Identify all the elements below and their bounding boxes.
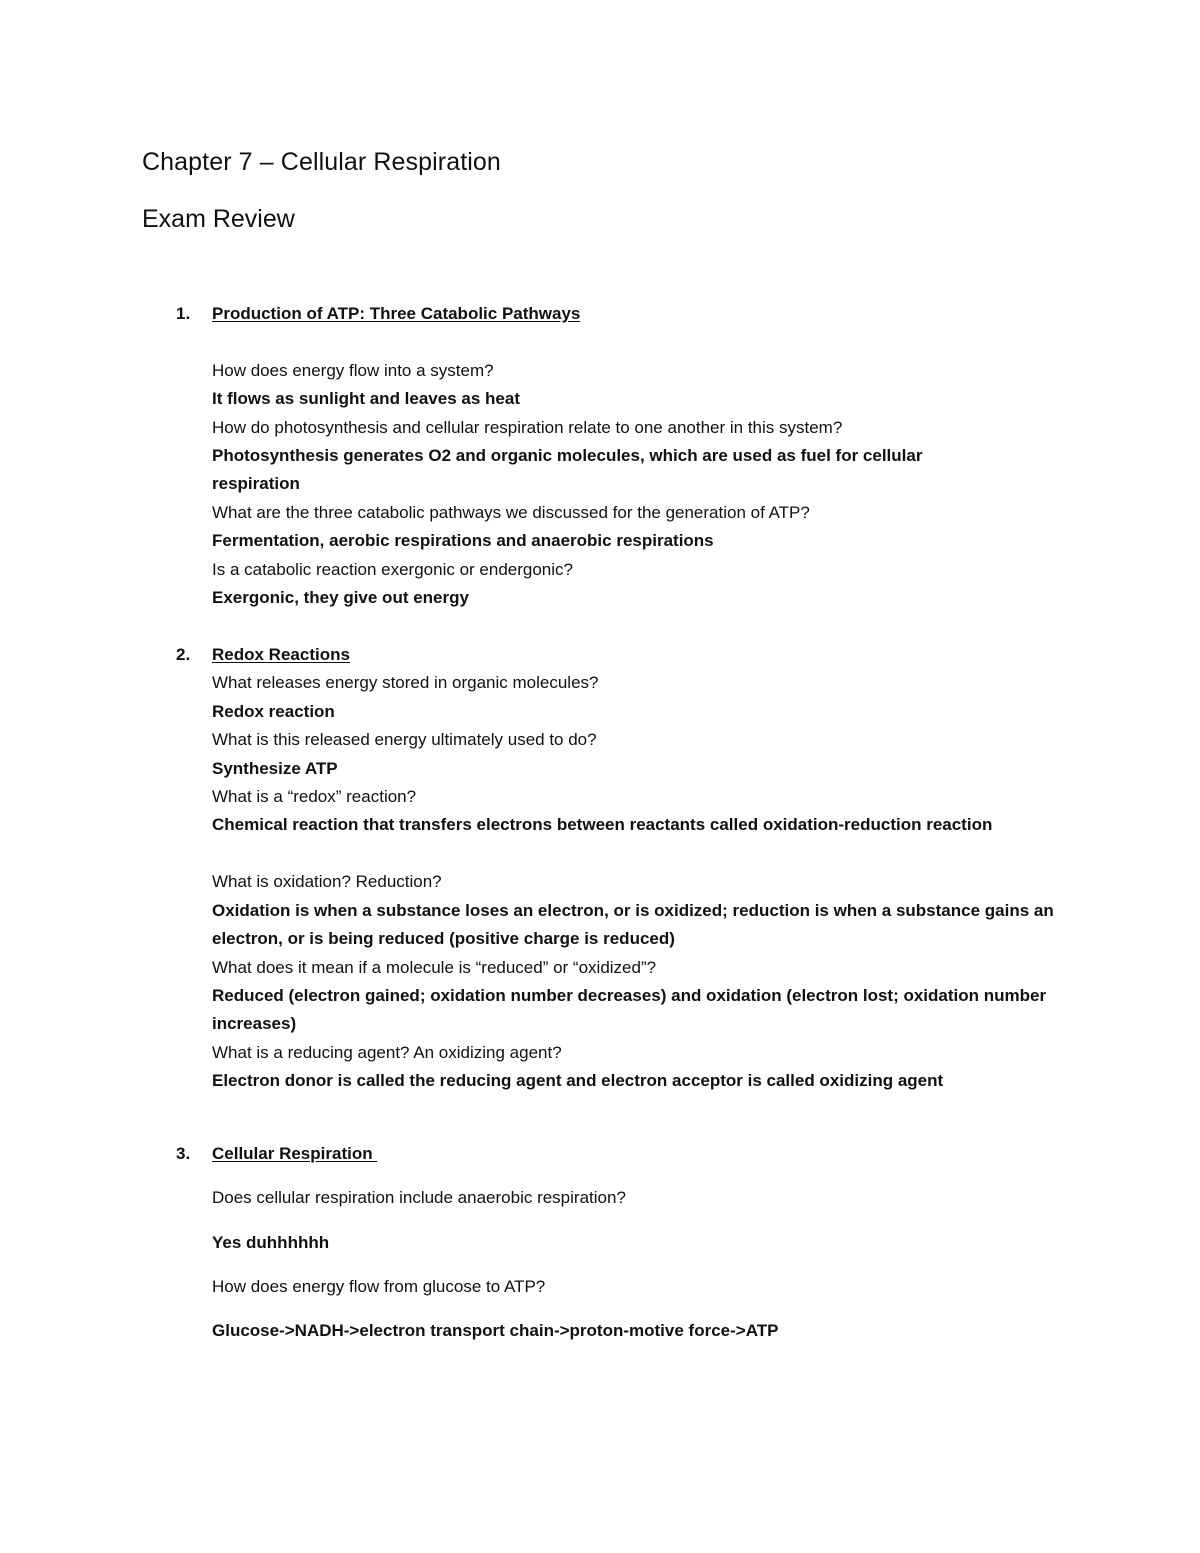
answer-text: Photosynthesis generates O2 and organic molecules, which are used as fuel for cellular respiration [212,446,923,494]
section-heading: Redox Reactions [212,645,350,664]
section-heading: Cellular Respiration [212,1144,378,1163]
answer-text: Chemical reaction that transfers electrons between reactants called oxidation-reduction reaction [212,815,993,834]
document-subtitle: Exam Review [142,205,295,233]
question-text: Does cellular respiration include anaerobic respiration? [212,1188,626,1207]
answer-text: Fermentation, aerobic respirations and anaerobic respirations [212,531,714,550]
answer-text: Oxidation is when a substance loses an electron, or is oxidized; reduction is when a substance gains an electron, or is being reduced (positive charge is reduced) [212,901,1054,949]
question-text: How does energy flow from glucose to ATP? [212,1277,546,1296]
answer-text: Exergonic, they give out energy [212,588,469,607]
question-text: What is this released energy ultimately used to do? [212,730,597,749]
question-text: What is oxidation? Reduction? [212,872,442,891]
question-text: What releases energy stored in organic molecules? [212,673,599,692]
answer-text: Synthesize ATP [212,759,338,778]
answer-text: Glucose->NADH->electron transport chain->proton-motive force->ATP [212,1321,779,1340]
section-heading: Production of ATP: Three Catabolic Pathways [212,304,581,323]
question-text: Is a catabolic reaction exergonic or endergonic? [212,560,573,579]
section-number: 1. [176,304,191,323]
question-text: How do photosynthesis and cellular respiration relate to one another in this system? [212,418,843,437]
document-title: Chapter 7 – Cellular Respiration [142,148,501,176]
answer-text: Electron donor is called the reducing agent and electron acceptor is called oxidizing agent [212,1071,944,1090]
question-text: What is a “redox” reaction? [212,787,417,806]
section-number: 2. [176,645,191,664]
answer-text: Redox reaction [212,702,335,721]
question-text: What is a reducing agent? An oxidizing agent? [212,1043,562,1062]
question-text: What does it mean if a molecule is “reduced” or “oxidized”? [212,958,657,977]
section-number: 3. [176,1144,191,1163]
question-text: How does energy flow into a system? [212,361,494,380]
question-text: What are the three catabolic pathways we discussed for the generation of ATP? [212,503,810,522]
answer-text: Reduced (electron gained; oxidation number decreases) and oxidation (electron lost; oxidation number increases) [212,986,1047,1034]
answer-text: Yes duhhhhhh [212,1233,330,1252]
answer-text: It flows as sunlight and leaves as heat [212,389,520,408]
